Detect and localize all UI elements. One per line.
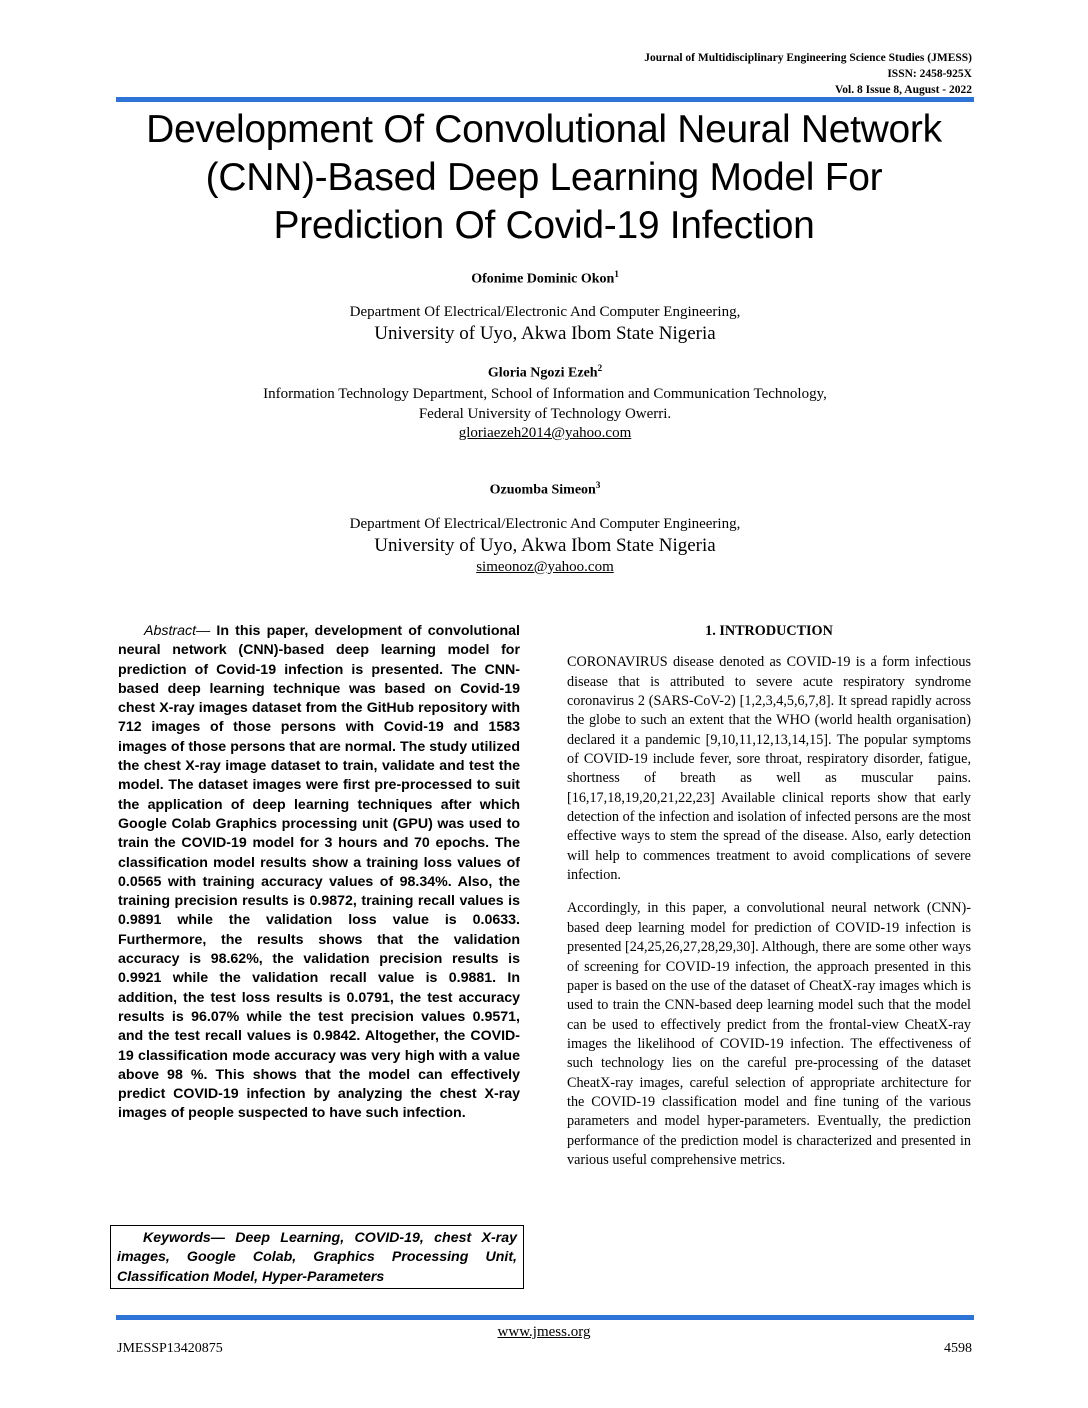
author-affiliation: Information Technology Department, School of Information and Communication Technology, — [263, 385, 827, 402]
author-block-1 — [116, 264, 974, 346]
page-number: 4598 — [944, 1341, 972, 1356]
journal-website-link[interactable]: www.jmess.org — [497, 1324, 591, 1340]
header-rule — [116, 97, 974, 102]
author-name: Ozuomba Simeon$^3$ — [489, 480, 601, 498]
abstract-text: In this paper, development of convolutional neural network (CNN)-based deep learning model for prediction of Covid-19 infection is presented. The CNN-based deep learning technique was based on Covid-19 chest X-ray images dataset from the GitHub repository with 712 images of those persons with Covid-19 and 1583 images of those persons that are normal. The study utilized the chest X-ray image dataset to train, validate and test the model. The dataset images were first pre-processed to suit the application of deep learning techniques after which Google Colab Graphics processing unit (GPU) was used to train the COVID-19 model for 3 hours and 70 epochs. The classification model results show a training loss values of 0.0565 with training accuracy values of 98.34%. Also, the training precision results is 0.9872, training recall values is 0.9891 while the validation loss value is 0.0633. Furthermore, the results shows that the validation accuracy is 98.62%, the validation precision results is 0.9921 while the validation recall value is 0.9881. In addition, the test loss results is 0.0791, the test accuracy results is 96.07% while the test precision values 0.9571, and the test recall values is 0.9842. Altogether, the COVID-19 classification mode accuracy was very high with a value above 98 %. This shows that the model can effectively predict COVID-19 infection by analyzing the chest X-ray images of people suspected to have such infection. — [118, 623, 520, 1122]
footer-rule — [116, 1315, 974, 1320]
journal-issn: ISSN: 2458-925X — [887, 68, 972, 80]
author-block-3 — [116, 475, 974, 577]
author-block-2 — [116, 358, 974, 443]
title-line: Development Of Convolutional Neural Network — [146, 108, 942, 151]
journal-header — [644, 50, 972, 98]
title-line: (CNN)-Based Deep Learning Model For — [205, 156, 883, 199]
journal-volume: Vol. 8 Issue 8, August - 2022 — [835, 84, 972, 96]
title-line: Prediction Of Covid-19 Infection — [273, 204, 815, 247]
author-university: University of Uyo, Akwa Ibom State Nigeria — [374, 322, 716, 344]
section-heading: 1. INTRODUCTION — [705, 623, 833, 639]
author-email-link[interactable]: gloriaezeh2014@yahoo.com — [458, 424, 632, 441]
author-university: University of Uyo, Akwa Ibom State Nigeria — [374, 534, 716, 556]
keywords-text: Keywords— Deep Learning, COVID-19, chest X-ray images, Google Colab, Graphics Processing Unit, Classification Model, Hyper-Parameters — [117, 1230, 517, 1285]
author-affiliation: Department Of Electrical/Electronic And Computer Engineering, — [349, 515, 741, 532]
keywords-box — [110, 1225, 524, 1289]
author-name: Gloria Ngozi Ezeh$^2$ — [487, 363, 603, 381]
journal-name: Journal of Multidisciplinary Engineering Science Studies (JMESS) — [644, 52, 972, 64]
author-affiliation: Department Of Electrical/Electronic And Computer Engineering, — [349, 303, 741, 320]
author-name: Ofonime Dominic Okon$^1$ — [471, 269, 619, 287]
introduction-section — [567, 622, 971, 1184]
author-affiliation: Federal University of Technology Owerri. — [418, 405, 672, 422]
paper-code: JMESSP13420875 — [117, 1341, 223, 1356]
paper-title — [100, 106, 988, 250]
paragraph: CORONAVIRUS disease denoted as COVID-19 is a form infectious disease that is attributed to severe acute respiratory syndrome coronavirus 2 (SARS-CoV-2) [1,2,3,4,5,6,7,8]. It spread rapidly across the globe to such an extent that the WHO (world health organisation) declared it a pandemic [9,10,11,12,13,14,15]. The popular symptoms of COVID-19 include fever, sore throat, respiratory disorder, fatigue, shortness of breath as well as muscular pains. [16,17,18,19,20,21,22,23] Available clinical reports show that early detection of the infection and isolation of infected persons are the most effective ways to stem the spread of the disease. Also, early detection will help to commences treatment to avoid complications of severe infection. — [567, 654, 971, 884]
abstract-lead: Abstract— — [144, 623, 211, 639]
paragraph: Accordingly, in this paper, a convolutional neural network (CNN)-based deep learning model for prediction of COVID-19 infection is presented [24,25,26,27,28,29,30]. Although, there are some other ways of screening for COVID-19 infection, the approach presented in this paper is based on the use of the dataset of CheatX-ray images which is used to train the CNN-based deep learning model such that the model can be used to effectively predict from the frontal-view CheatX-ray images the likelihood of COVID-19 infection. The effectiveness of such technology lies on the careful pre-processing of the dataset CheatX-ray images, careful selection of appropriate architecture for the COVID-19 classification model and fine tuning of the various parameters and model hyper-parameters. Eventually, the prediction performance of the prediction model is characterized and presented in various useful comprehensive metrics. — [567, 900, 971, 1168]
author-email-link[interactable]: simeonoz@yahoo.com — [476, 558, 614, 575]
abstract — [118, 622, 520, 1124]
